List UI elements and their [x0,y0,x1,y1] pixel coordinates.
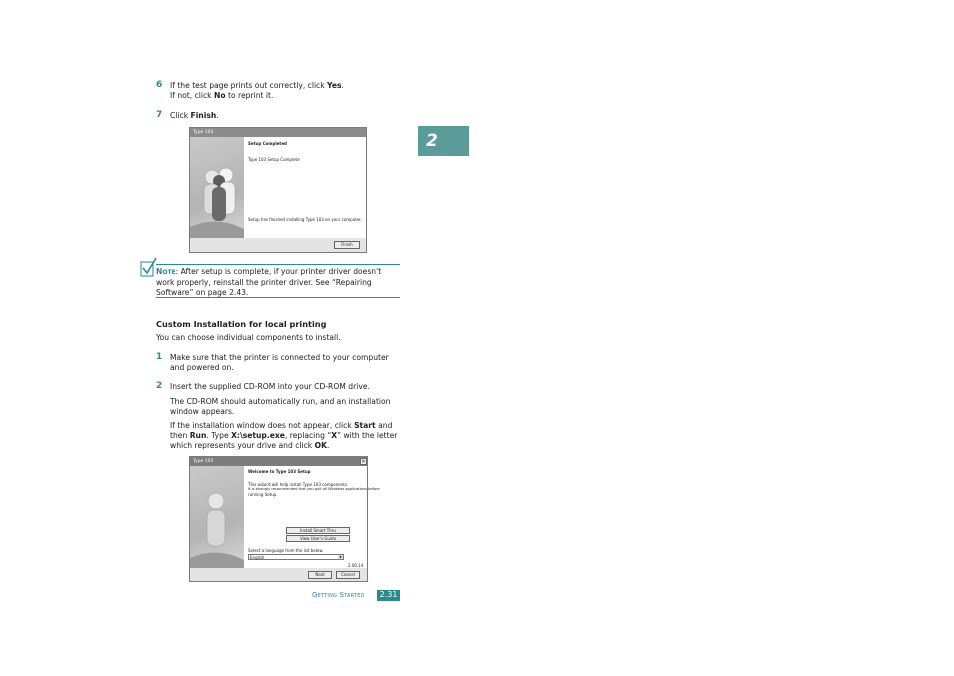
p2-l2-mid: . Type [206,431,232,440]
note-top-rule [156,264,400,265]
dialog-2-body-2: It is strongly recommended that you quit all Windows applications before [248,487,380,491]
dialog-2-side-graphic [190,466,244,568]
ok-label: OK [314,441,327,450]
page-number: 2.31 [377,590,400,601]
footer-section-label: Getting Started [312,591,365,599]
dialog-2-title: Type 103 [193,459,214,464]
language-label: Select a language from the list below. [248,548,324,553]
dialog-side-graphic [190,137,244,238]
dialog-content [244,137,366,238]
step-7-text: Click [170,111,191,120]
step-2-number: 2 [156,381,163,391]
people-illustration-icon [190,137,244,238]
p2-l1-pre: If the installation window does not appear, click [170,421,355,430]
setup-completed-dialog [189,127,367,253]
note-text [156,267,400,298]
step-6-line-2 [170,91,273,101]
version-label: 2.00.14 [348,563,364,568]
p2-l1-post: and [375,421,393,430]
step-2-para-1-line-1: The CD-ROM should automatically run, and an installation [170,397,391,406]
language-value: English [250,555,265,560]
p2-l2-post: ” with the letter [337,431,398,440]
dialog-2-titlebar [190,457,367,466]
step-1-line-1: Make sure that the printer is connected to your computer [170,353,389,362]
step-1-line-2: and powered on. [170,363,234,372]
dialog-2-heading: Welcome to Type 103 Setup [248,469,311,474]
step-6-text: If the test page prints out correctly, click [170,81,328,90]
language-select[interactable] [248,554,344,560]
dialog-2-content [244,466,380,568]
p2-l2-pre: then [170,431,190,440]
step-2-para-2-line-3 [170,441,329,451]
close-icon[interactable]: ✕ [361,459,366,465]
dialog-heading: Setup Completed [248,141,287,146]
chapter-tab: 2 [418,126,469,156]
p2-l3-post: . [326,441,330,450]
dialog-2-body-3: running Setup. [248,492,278,497]
dialog-body: Setup has finished installing Type 103 on your computer. [248,217,362,222]
yes-label: Yes [327,81,342,90]
section-intro: You can choose individual components to install. [156,333,341,342]
cancel-button[interactable]: Cancel [336,571,360,579]
chevron-down-icon[interactable]: ▼ [339,555,342,559]
no-label: No [213,91,226,100]
note-checkmark-icon [138,256,158,278]
next-button[interactable]: Next [308,571,332,579]
note-bottom-rule [156,297,400,298]
step-1-number: 1 [156,352,163,362]
dialog-2-body-1: This wizard will help install Type 103 components. [248,482,349,487]
note-label-rest: OTE [162,269,176,276]
step-6-text-2: If not, click [170,91,214,100]
p2-l3-pre: which represents your drive and click [170,441,315,450]
step-7-punct: . [216,111,219,120]
person-illustration-icon [190,466,244,568]
welcome-setup-dialog [189,456,380,582]
p2-l2-mid2: , replacing “ [284,431,332,440]
step-2-para-2-line-1 [170,421,392,431]
setup-exe-label: X:\setup.exe [231,431,285,440]
dialog-titlebar: Type 103 [190,128,366,137]
section-heading: Custom Installation for local printing [156,319,327,329]
step-6-text-3: to reprint it. [225,91,274,100]
drive-letter-label: X [331,431,338,440]
step-6-number: 6 [156,80,163,90]
step-7-number: 7 [156,110,163,120]
start-label: Start [354,421,376,430]
view-users-guide-button[interactable]: View User's Guide [286,535,350,542]
dialog-subheading: Type 103 Setup Complete [248,157,300,162]
step-2-para-1-line-2: window appears. [170,407,235,416]
finish-button[interactable]: Finish [334,241,360,249]
install-smart-thru-button[interactable]: Install Smart Thru [286,527,350,534]
note-label [156,267,176,276]
step-7-line [170,111,219,121]
step-6-line-1 [170,81,344,91]
step-6-punct: . [341,81,344,90]
run-label: Run [189,431,207,440]
finish-label: Finish [190,111,217,120]
step-2-text: Insert the supplied CD-ROM into your CD-ROM drive. [170,382,370,391]
note-body: : After setup is complete, if your printer driver doesn't work properly, reinstall the printer driver. See “Repairing Software” on page 2.43. [156,267,382,297]
step-2-para-2-line-2 [170,431,397,441]
note-label-initial: N [156,267,163,276]
